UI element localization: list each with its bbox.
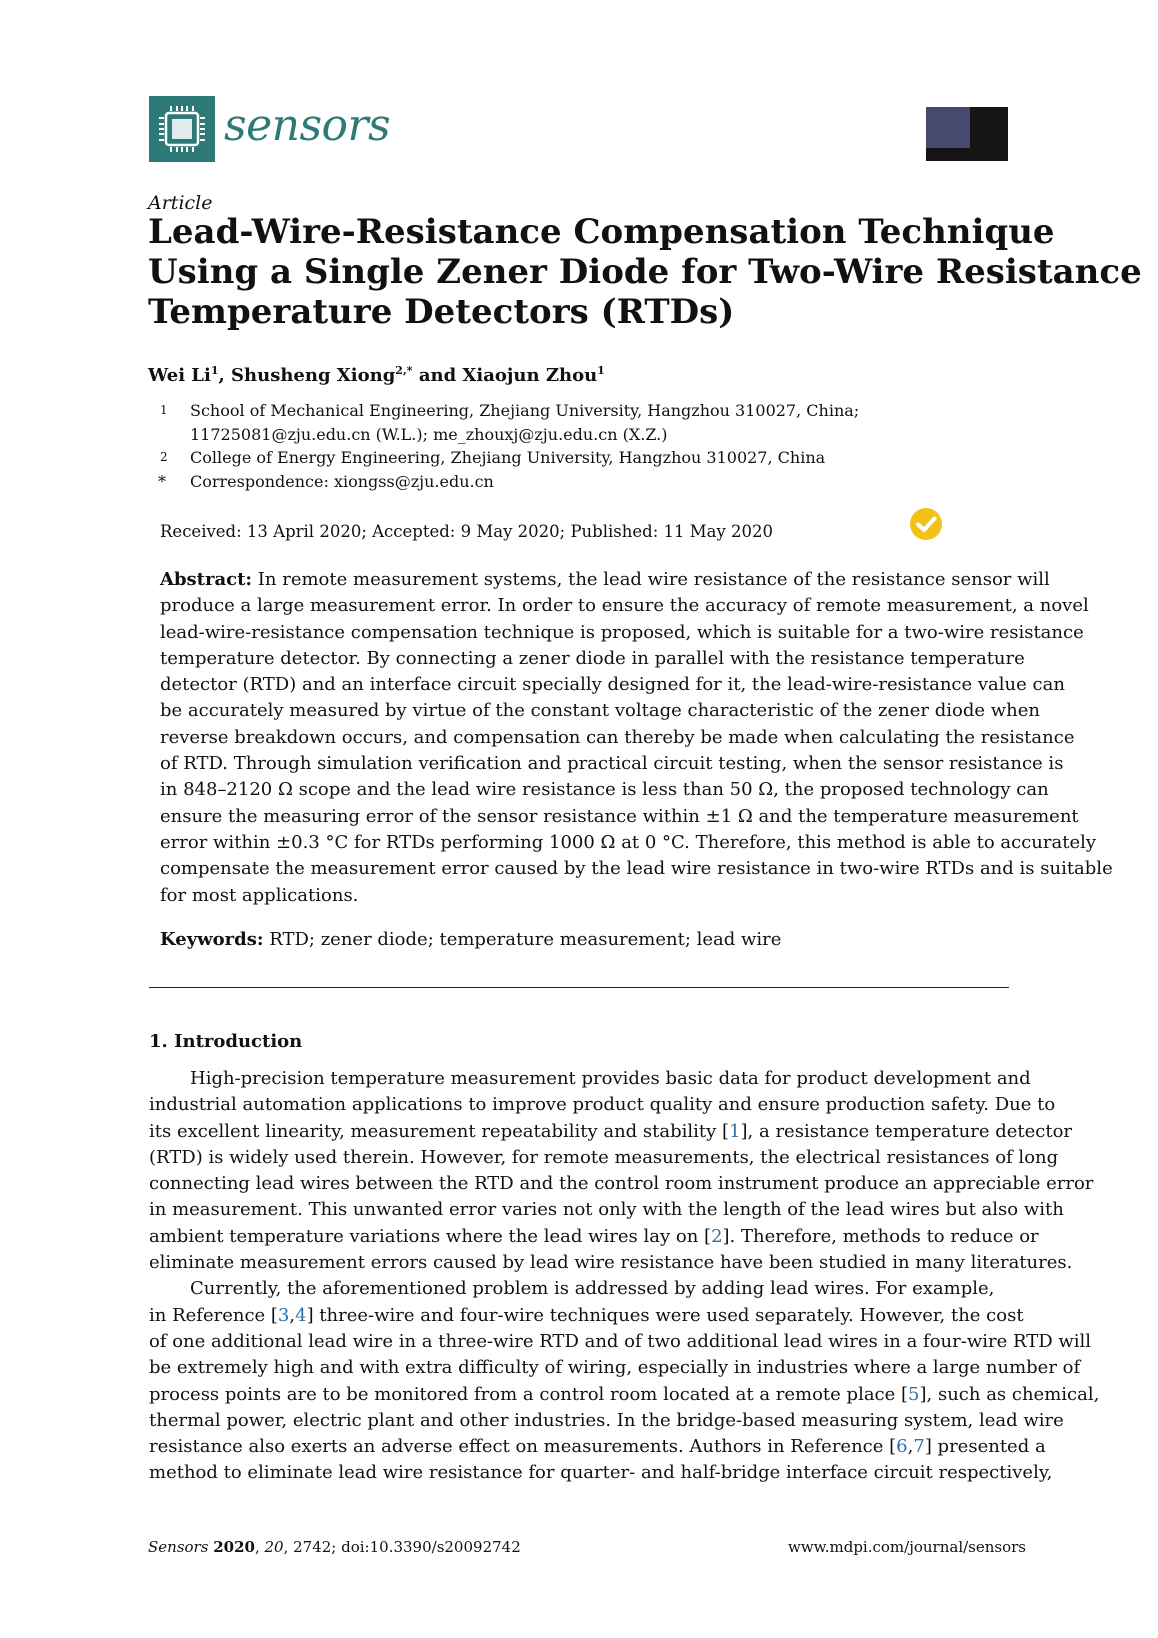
abstract-line: ensure the measuring error of the sensor resistance within ±1 Ω and the temperature measurement — [160, 805, 1079, 827]
body-line — [149, 1119, 1158, 1145]
author-name[interactable]: Shusheng Xiong — [231, 365, 396, 386]
author-list — [148, 364, 605, 386]
section-divider — [149, 987, 1009, 988]
article-title — [148, 212, 1148, 332]
body-line — [149, 1355, 1158, 1381]
correspondence-line[interactable]: Correspondence: xiongss@zju.edu.cn — [190, 472, 494, 491]
keywords-text: RTD; zener diode; temperature measurement; lead wire — [263, 929, 782, 950]
body-text: in Reference [ — [149, 1304, 278, 1326]
author-affiliation-mark: 1 — [210, 364, 219, 377]
author-affiliation-mark: 2,* — [395, 364, 413, 377]
body-line — [149, 1171, 1158, 1197]
abstract-line: compensate the measurement error caused by the lead wire resistance in two-wire RTDs and is suitable — [160, 858, 1113, 880]
footer-volume: 20 — [264, 1538, 284, 1556]
body-text: (RTD) is widely used therein. However, for remote measurements, the electrical resistances of long — [149, 1146, 1059, 1168]
abstract-label: Abstract: — [160, 569, 253, 590]
citation-link[interactable]: 7 — [913, 1436, 925, 1458]
abstract-line: for most applications. — [160, 884, 359, 906]
body-text: Currently, the aforementioned problem is addressed by adding lead wires. For example, — [190, 1278, 995, 1300]
body-text: ] three-wire and four-wire techniques were used separately. However, the cost — [306, 1304, 1024, 1326]
body-text: eliminate measurement errors caused by lead wire resistance have been studied in many literatures. — [149, 1252, 1073, 1274]
author-name[interactable]: Xiaojun Zhou — [462, 365, 598, 386]
footer-journal: Sensors — [148, 1538, 209, 1556]
check-for-updates-icon[interactable] — [909, 507, 943, 541]
body-text: in measurement. This unwanted error varies not only with the length of the lead wires but also with — [149, 1199, 1064, 1221]
journal-url[interactable]: www.mdpi.com/journal/sensors — [788, 1538, 1027, 1556]
body-text: , — [289, 1304, 296, 1326]
body-line — [149, 1460, 1158, 1486]
abstract — [160, 567, 1158, 909]
body-text: process points are to be monitored from a control room located at a remote place [ — [149, 1383, 909, 1405]
author-separator: , — [218, 365, 232, 386]
abstract-line: of RTD. Through simulation verification and practical circuit testing, when the sensor resistance is — [160, 753, 1064, 775]
keywords-label: Keywords: — [160, 929, 264, 950]
section-number: 1. — [149, 1031, 168, 1052]
body-line — [149, 1066, 1158, 1092]
body-text: ], such as chemical, — [919, 1383, 1100, 1405]
abstract-line: produce a large measurement error. In order to ensure the accuracy of remote measurement, a novel — [160, 595, 1089, 617]
citation-link[interactable]: 4 — [295, 1304, 307, 1326]
affiliation-mark: 1 — [160, 403, 168, 417]
body-line — [149, 1434, 1158, 1460]
citation-link[interactable]: 1 — [729, 1120, 741, 1142]
body-text: ] presented a — [924, 1436, 1046, 1458]
body-line — [149, 1276, 1158, 1302]
abstract-line — [160, 567, 1158, 593]
body-text: thermal power, electric plant and other industries. In the bridge-based measuring system, lead wire — [149, 1409, 1064, 1431]
abstract-line: temperature detector. By connecting a zener diode in parallel with the resistance temperature — [160, 647, 1025, 669]
body-text: of one additional lead wire in a three-wire RTD and of two additional lead wires in a four-wire RTD will — [149, 1330, 1092, 1352]
citation-footer: Sensors 2020, 20, 2742; doi:10.3390/s20092742 — [148, 1538, 521, 1556]
body-text: its excellent linearity, measurement repeatability and stability [ — [149, 1120, 730, 1142]
abstract-line: detector (RTD) and an interface circuit specially designed for it, the lead-wire-resistance value can — [160, 674, 1065, 696]
title-line: Lead-Wire-Resistance Compensation Technique — [148, 212, 1055, 252]
affiliation-line: College of Energy Engineering, Zhejiang University, Hangzhou 310027, China — [190, 448, 826, 467]
abstract-line: be accurately measured by virtue of the constant voltage characteristic of the zener diode when — [160, 700, 1040, 722]
keywords — [160, 929, 781, 950]
title-line: Using a Single Zener Diode for Two-Wire Resistance — [148, 252, 1142, 292]
section-heading — [149, 1031, 302, 1052]
publication-dates: Received: 13 April 2020; Accepted: 9 May 2020; Published: 11 May 2020 — [160, 522, 774, 541]
title-line: Temperature Detectors (RTDs) — [148, 292, 735, 332]
body-text: resistance also exerts an adverse effect on measurements. Authors in Reference [ — [149, 1436, 897, 1458]
journal-name: sensors — [224, 100, 391, 151]
body-line — [149, 1329, 1158, 1355]
body-text: industrial automation applications to improve product quality and ensure production safety. Due to — [149, 1094, 1056, 1116]
body-line — [149, 1197, 1158, 1223]
author-name[interactable]: Wei Li — [148, 365, 211, 386]
affiliation-line: School of Mechanical Engineering, Zhejiang University, Hangzhou 310027, China; — [190, 401, 860, 420]
body-text: be extremely high and with extra difficulty of wiring, especially in industries where a large number of — [149, 1357, 1081, 1379]
body-text: method to eliminate lead wire resistance for quarter- and half-bridge interface circuit respectively, — [149, 1462, 1053, 1484]
abstract-line: reverse breakdown occurs, and compensation can thereby be made when calculating the resistance — [160, 726, 1075, 748]
correspondence-mark: * — [158, 472, 166, 491]
body-line — [149, 1145, 1158, 1171]
body-text: connecting lead wires between the RTD and the control room instrument produce an appreciable error — [149, 1173, 1094, 1195]
body-text: ambient temperature variations where the lead wires lay on [ — [149, 1225, 712, 1247]
body-text: , — [907, 1436, 914, 1458]
introduction-body — [149, 1066, 1158, 1487]
body-line — [149, 1382, 1158, 1408]
affiliation-line: 11725081@zju.edu.cn (W.L.); me_zhouxj@zju.edu.cn (X.Z.) — [190, 425, 668, 444]
affiliation-mark: 2 — [160, 450, 168, 464]
citation-link[interactable]: 5 — [908, 1383, 920, 1405]
body-line — [149, 1092, 1158, 1118]
article-type: Article — [148, 192, 213, 214]
body-text: ]. Therefore, methods to reduce or — [722, 1225, 1039, 1247]
journal-logo-icon — [149, 96, 215, 162]
citation-link[interactable]: 3 — [277, 1304, 290, 1326]
abstract-line: in 848–2120 Ω scope and the lead wire resistance is less than 50 Ω, the proposed technology can — [160, 779, 1049, 801]
abstract-text: In remote measurement systems, the lead wire resistance of the resistance sensor will — [252, 569, 1050, 590]
publisher-mark-icon — [926, 107, 1008, 161]
body-line — [149, 1303, 1158, 1329]
body-text: High-precision temperature measurement provides basic data for product development and — [190, 1068, 1031, 1089]
footer-doi[interactable]: , 2742; doi:10.3390/s20092742 — [283, 1538, 521, 1556]
citation-link[interactable]: 2 — [711, 1225, 723, 1247]
body-line — [149, 1250, 1158, 1276]
abstract-line: error within ±0.3 °C for RTDs performing 1000 Ω at 0 °C. Therefore, this method is able to accurately — [160, 831, 1097, 853]
author-affiliation-mark: 1 — [597, 364, 605, 377]
abstract-line: lead-wire-resistance compensation technique is proposed, which is suitable for a two-wire resistance — [160, 621, 1084, 643]
body-text: ], a resistance temperature detector — [740, 1120, 1073, 1142]
citation-link[interactable]: 6 — [896, 1436, 908, 1458]
body-line — [149, 1224, 1158, 1250]
author-separator: and — [412, 365, 463, 386]
body-line — [149, 1408, 1158, 1434]
footer-year: 2020 — [213, 1538, 255, 1556]
section-title: Introduction — [167, 1031, 303, 1052]
